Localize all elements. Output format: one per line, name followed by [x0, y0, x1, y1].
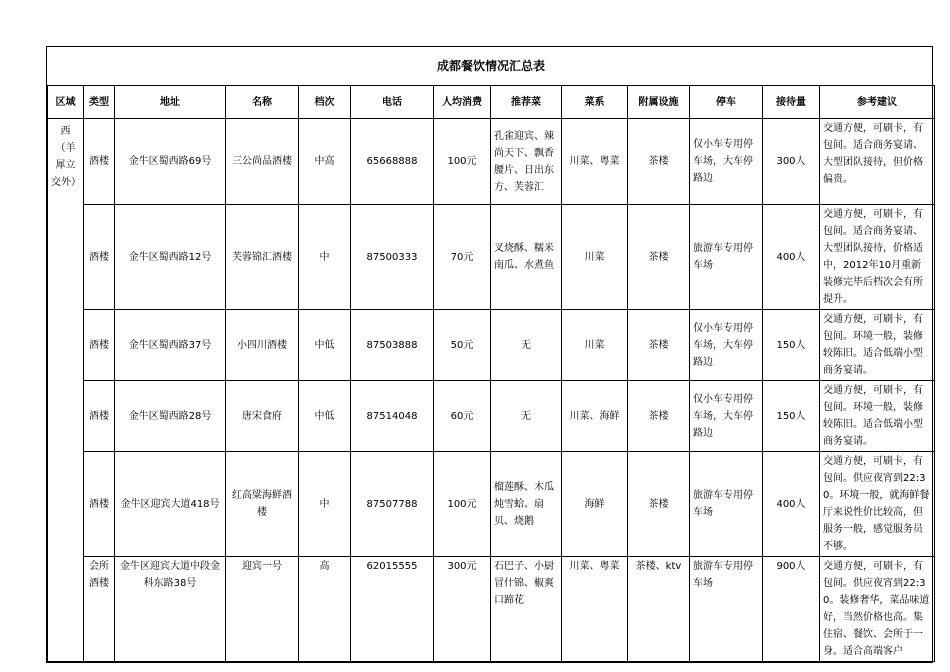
table-row — [48, 205, 935, 310]
advice-cell: 交通方便，可刷卡，有包间。供应夜宵到22:30。环境一般，就海鲜餐厅来说性价比较高，但服务一般，感觉服务员不够。 — [820, 452, 935, 557]
parking-cell: 旅游车专用停车场 — [690, 452, 763, 557]
parking-cell: 仅小车专用停车场，大车停路边 — [690, 119, 763, 205]
restaurant-table — [47, 47, 935, 662]
table-row — [48, 557, 935, 662]
name-cell: 红高粱海鲜酒楼 — [226, 452, 299, 557]
level-cell: 中低 — [299, 381, 351, 452]
parking-cell: 旅游车专用停车场 — [690, 205, 763, 310]
advice-cell: 交通方便，可刷卡，有包间。环境一般，装修较陈旧。适合低端小型商务宴请。 — [820, 381, 935, 452]
capacity-cell: 400人 — [763, 205, 820, 310]
header-cell: 区域 — [48, 86, 84, 119]
phone-cell: 62015555 — [351, 557, 434, 662]
name-cell: 迎宾一号 — [226, 557, 299, 662]
table-row — [48, 310, 935, 381]
parking-cell: 仅小车专用停车场，大车停路边 — [690, 310, 763, 381]
avg-cell: 50元 — [434, 310, 491, 381]
parking-cell: 仅小车专用停车场，大车停路边 — [690, 381, 763, 452]
header-cell: 档次 — [299, 86, 351, 119]
level-cell: 中 — [299, 452, 351, 557]
facility-cell: 茶楼 — [628, 205, 690, 310]
name-cell: 芙蓉锦汇酒楼 — [226, 205, 299, 310]
header-cell: 停车 — [690, 86, 763, 119]
header-row — [48, 86, 935, 119]
dishes-cell: 榴莲酥、木瓜炖雪蛤、扇贝、烧鹅 — [491, 452, 562, 557]
facility-cell: 茶楼 — [628, 452, 690, 557]
type-cell: 酒楼 — [84, 119, 115, 205]
avg-cell: 60元 — [434, 381, 491, 452]
capacity-cell: 150人 — [763, 310, 820, 381]
advice-cell: 交通方便，可刷卡，有包间。适合商务宴请、大型团队接待，价格适中，2012年10月重新装修完毕后档次会有所提升。 — [820, 205, 935, 310]
address-cell: 金牛区蜀西路69号 — [115, 119, 226, 205]
advice-cell: 交通方便，可刷卡，有包间。环境一般，装修较陈旧。适合低端小型商务宴请。 — [820, 310, 935, 381]
header-cell: 人均消费 — [434, 86, 491, 119]
dishes-cell: 叉烧酥、糯米南瓜、水煮鱼 — [491, 205, 562, 310]
table-row — [48, 381, 935, 452]
name-cell: 三公尚品酒楼 — [226, 119, 299, 205]
facility-cell: 茶楼 — [628, 310, 690, 381]
cuisine-cell: 川菜、粤菜 — [562, 557, 628, 662]
type-cell: 会所酒楼 — [84, 557, 115, 662]
header-cell: 电话 — [351, 86, 434, 119]
facility-cell: 茶楼、ktv — [628, 557, 690, 662]
type-cell: 酒楼 — [84, 310, 115, 381]
phone-cell: 65668888 — [351, 119, 434, 205]
dishes-cell: 无 — [491, 381, 562, 452]
cuisine-cell: 川菜 — [562, 310, 628, 381]
avg-cell: 300元 — [434, 557, 491, 662]
facility-cell: 茶楼 — [628, 381, 690, 452]
address-cell: 金牛区迎宾大道418号 — [115, 452, 226, 557]
header-cell: 接待量 — [763, 86, 820, 119]
phone-cell: 87500333 — [351, 205, 434, 310]
type-cell: 酒楼 — [84, 205, 115, 310]
summary-sheet — [46, 46, 933, 663]
type-cell: 酒楼 — [84, 452, 115, 557]
header-cell: 参考建议 — [820, 86, 935, 119]
address-cell: 金牛区蜀西路28号 — [115, 381, 226, 452]
header-cell: 菜系 — [562, 86, 628, 119]
facility-cell: 茶楼 — [628, 119, 690, 205]
cuisine-cell: 海鲜 — [562, 452, 628, 557]
capacity-cell: 150人 — [763, 381, 820, 452]
name-cell: 唐宋食府 — [226, 381, 299, 452]
type-cell: 酒楼 — [84, 381, 115, 452]
table-row — [48, 119, 935, 205]
header-cell: 地址 — [115, 86, 226, 119]
avg-cell: 100元 — [434, 452, 491, 557]
address-cell: 金牛区蜀西路37号 — [115, 310, 226, 381]
capacity-cell: 400人 — [763, 452, 820, 557]
avg-cell: 70元 — [434, 205, 491, 310]
cuisine-cell: 川菜、海鲜 — [562, 381, 628, 452]
address-cell: 金牛区蜀西路12号 — [115, 205, 226, 310]
avg-cell: 100元 — [434, 119, 491, 205]
dishes-cell: 石巴子、小厨冒什锦、椒爽口蹄花 — [491, 557, 562, 662]
level-cell: 中低 — [299, 310, 351, 381]
phone-cell: 87514048 — [351, 381, 434, 452]
phone-cell: 87507788 — [351, 452, 434, 557]
cuisine-cell: 川菜、粤菜 — [562, 119, 628, 205]
header-cell: 名称 — [226, 86, 299, 119]
level-cell: 中 — [299, 205, 351, 310]
level-cell: 高 — [299, 557, 351, 662]
level-cell: 中高 — [299, 119, 351, 205]
header-cell: 类型 — [84, 86, 115, 119]
capacity-cell: 300人 — [763, 119, 820, 205]
phone-cell: 87503888 — [351, 310, 434, 381]
region-cell: 西（羊犀立交外） — [48, 119, 84, 662]
name-cell: 小四川酒楼 — [226, 310, 299, 381]
parking-cell: 旅游车专用停车场 — [690, 557, 763, 662]
dishes-cell: 孔雀迎宾、辣尚天下、飘香腰片、日出东方、芙蓉汇 — [491, 119, 562, 205]
advice-cell: 交通方便，可刷卡，有包间。适合商务宴请、大型团队接待，但价格偏贵。 — [820, 119, 935, 205]
capacity-cell: 900人 — [763, 557, 820, 662]
header-cell: 附属设施 — [628, 86, 690, 119]
dishes-cell: 无 — [491, 310, 562, 381]
cuisine-cell: 川菜 — [562, 205, 628, 310]
advice-cell: 交通方便，可刷卡，有包间。供应夜宵到22:30。装修奢华，菜品味道好，当然价格也高。集住宿、餐饮、会所于一身。适合高端客户 — [820, 557, 935, 662]
address-cell: 金牛区迎宾大道中段金科东路38号 — [115, 557, 226, 662]
header-cell: 推荐菜 — [491, 86, 562, 119]
table-title: 成都餐饮情况汇总表 — [48, 47, 935, 86]
table-row — [48, 452, 935, 557]
